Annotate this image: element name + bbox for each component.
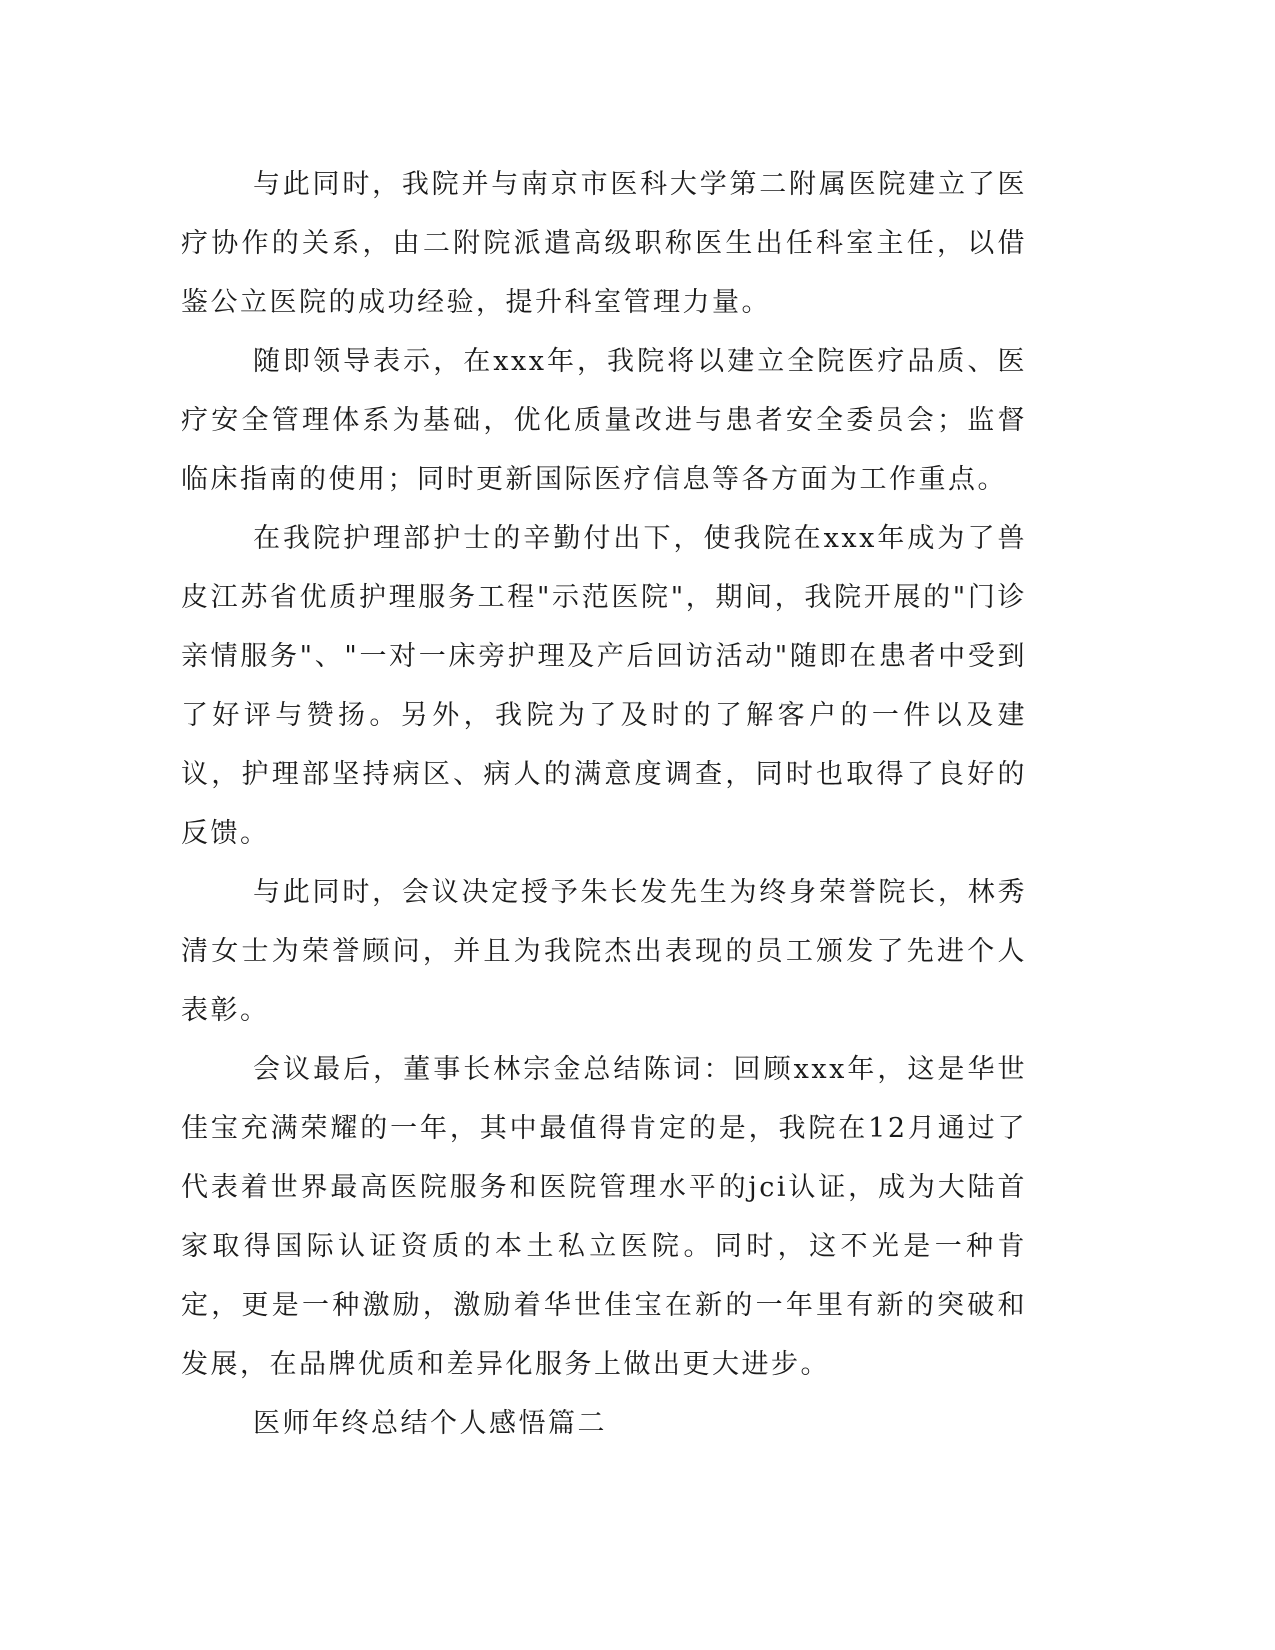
paragraph-honors: 与此同时，会议决定授予朱长发先生为终身荣誉院长，林秀清女士为荣誉顾问，并且为我院杰出表现的员工颁发了先进个人表彰。 — [181, 877, 1027, 1026]
paragraph-chairman-summary: 会议最后，董事长林宗金总结陈词：回顾xxx年，这是华世佳宝充满荣耀的一年，其中最值得肯定的是，我院在12月通过了代表着世界最高医院服务和医院管理水平的jci认证，成为大陆首家取得国际认证资质的本土私立医院。同时，这不光是一种肯定，更是一种激励，激励着华世佳宝在新的一年里有新的突破和发展，在品牌优质和差异化服务上做出更大进步。 — [181, 1054, 1027, 1380]
document-body — [181, 155, 1027, 1453]
paragraph-nursing-service: 在我院护理部护士的辛勤付出下，使我院在xxx年成为了兽皮江苏省优质护理服务工程"示范医院"，期间，我院开展的"门诊亲情服务"、"一对一床旁护理及产后回访活动"随即在患者中受到了好评与赞扬。另外，我院为了及时的了解客户的一件以及建议，护理部坚持病区、病人的满意度调查，同时也取得了良好的反馈。 — [181, 523, 1027, 849]
paragraph-medical-cooperation: 与此同时，我院并与南京市医科大学第二附属医院建立了医疗协作的关系，由二附院派遣高级职称医生出任科室主任，以借鉴公立医院的成功经验，提升科室管理力量。 — [181, 169, 1027, 318]
paragraph-quality-management: 随即领导表示，在xxx年，我院将以建立全院医疗品质、医疗安全管理体系为基础，优化质量改进与患者安全委员会；监督临床指南的使用；同时更新国际医疗信息等各方面为工作重点。 — [181, 346, 1027, 495]
section-heading: 医师年终总结个人感悟篇二 — [253, 1408, 607, 1439]
